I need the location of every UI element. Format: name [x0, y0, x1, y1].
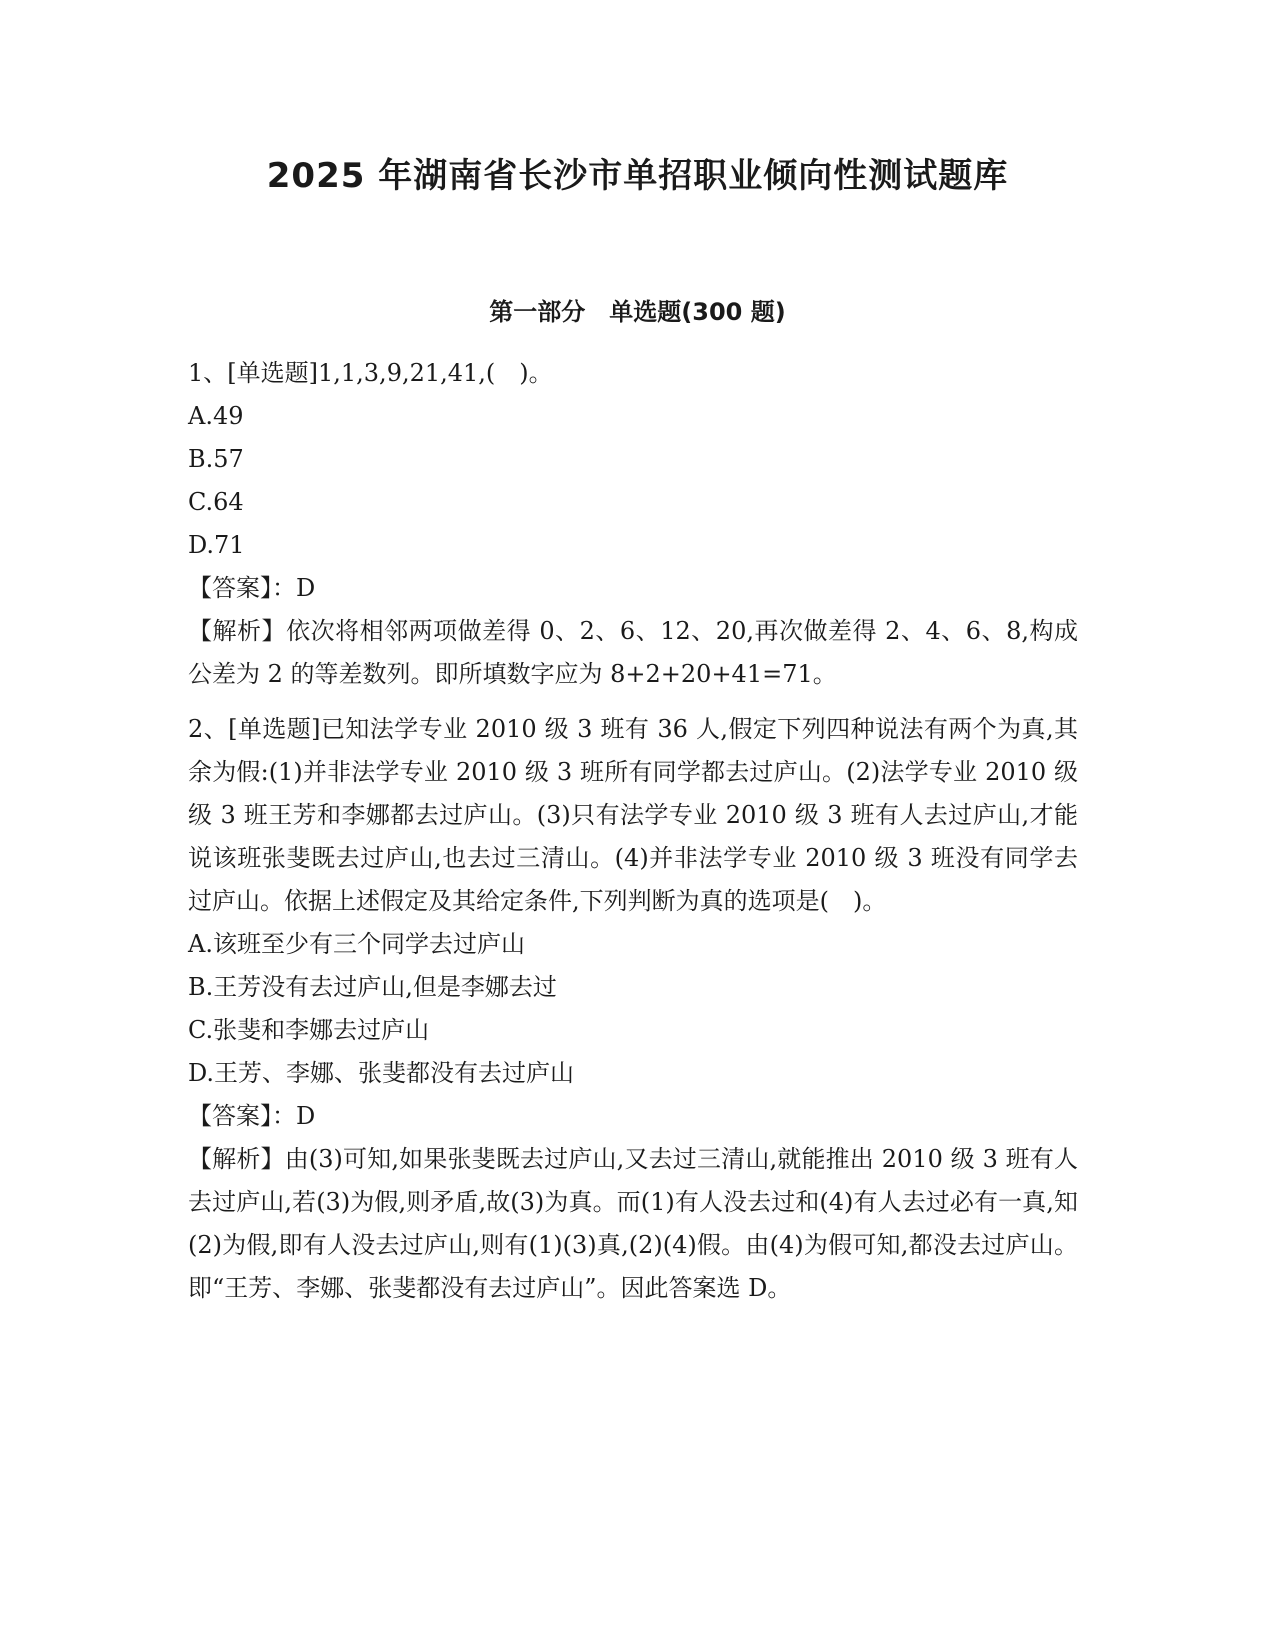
answer-value: D — [296, 574, 316, 602]
answer-label: 【答案】： — [188, 574, 296, 602]
analysis-text: 依次将相邻两项做差得 0、2、6、12、20,再次做差得 2、4、6、8,构成公差为 2 的等差数列。即所填数字应为 8+2+20+41=71。 — [188, 617, 1079, 688]
option-c: C.张斐和李娜去过庐山 — [188, 1016, 430, 1044]
answer-label: 【答案】： — [188, 1102, 296, 1130]
section-title: 第一部分 单选题(300 题) — [489, 298, 786, 326]
answer-line — [188, 1095, 1078, 1138]
answer-line — [188, 567, 1078, 610]
question-1 — [188, 352, 1078, 696]
analysis-label: 【解析】 — [188, 1145, 285, 1173]
option-b: B.57 — [188, 445, 244, 473]
option-a: A.49 — [188, 402, 244, 430]
option-c: C.64 — [188, 488, 244, 516]
question-2 — [188, 708, 1078, 1310]
option-b: B.王芳没有去过庐山,但是李娜去过 — [188, 973, 557, 1001]
question-stem: 1、[单选题]1,1,3,9,21,41,( )。 — [188, 359, 553, 387]
option-d: D.王芳、李娜、张斐都没有去过庐山 — [188, 1059, 575, 1087]
option-d: D.71 — [188, 531, 245, 559]
analysis-line — [188, 1138, 1078, 1310]
question-stem: 2、[单选题]已知法学专业 2010 级 3 班有 36 人,假定下列四种说法有两个为真,其余为假:(1)并非法学专业 2010 级 3 班所有同学都去过庐山。(2)法学专业 2010 级级 3 班王芳和李娜都去过庐山。(3)只有法学专业 2010 级 3 班有人去过庐山,才能说该班张斐既去过庐山,也去过三清山。(4)并非法学专业 2010 级 3 班没有同学去过庐山。依据上述假定及其给定条件,下列判断为真的选项是( )。 — [188, 715, 1078, 915]
analysis-label: 【解析】 — [188, 617, 287, 645]
analysis-line — [188, 610, 1078, 696]
question-list — [188, 352, 1078, 1322]
document-title: 2025 年湖南省长沙市单招职业倾向性测试题库 — [266, 156, 1009, 196]
analysis-text: 由(3)可知,如果张斐既去过庐山,又去过三清山,就能推出 2010 级 3 班有人去过庐山,若(3)为假,则矛盾,故(3)为真。而(1)有人没去过和(4)有人去过必有一真,知(2)为假,即有人没去过庐山,则有(1)(3)真,(2)(4)假。由(4)为假可知,都没去过庐山。即“王芳、李娜、张斐都没有去过庐山”。因此答案选 D。 — [188, 1145, 1079, 1302]
option-a: A.该班至少有三个同学去过庐山 — [188, 930, 525, 958]
answer-value: D — [296, 1102, 316, 1130]
